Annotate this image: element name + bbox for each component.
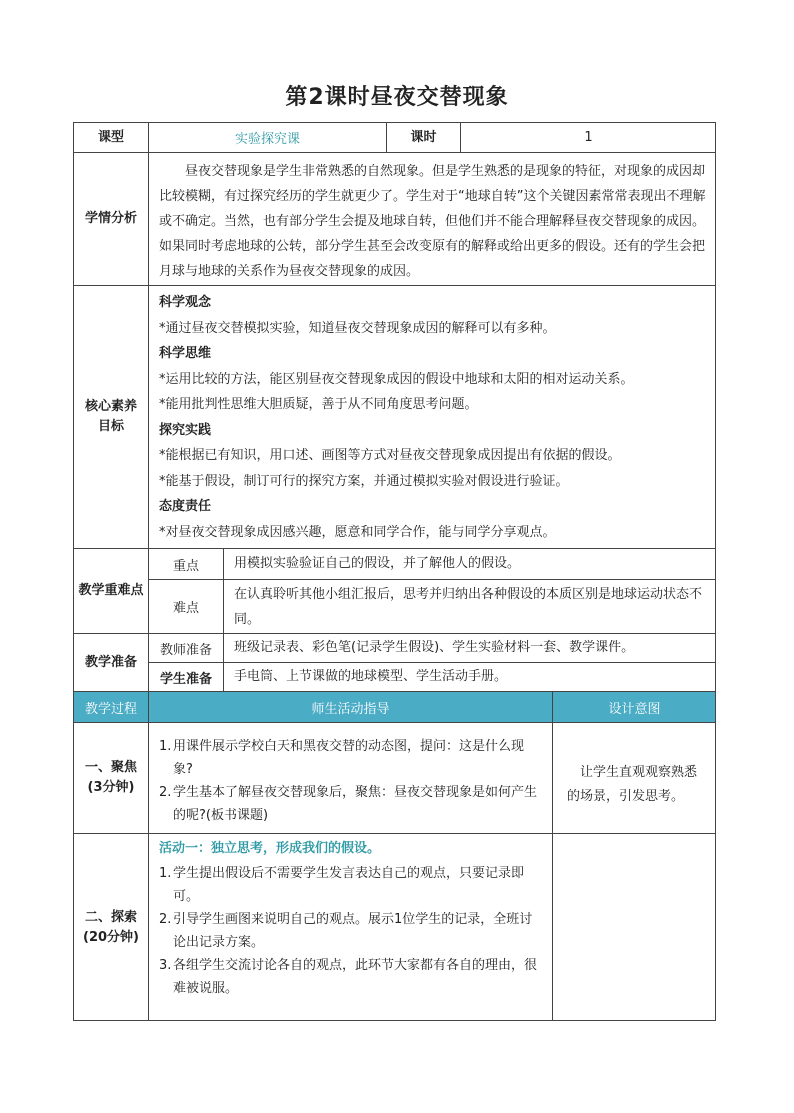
step2-label bbox=[73, 833, 148, 1021]
course-hours-value: 1 bbox=[460, 122, 716, 152]
difficulty-label: 难点 bbox=[148, 579, 223, 633]
goal-item: *能用批判性思维大胆质疑，善于从不同角度思考问题。 bbox=[159, 397, 478, 412]
process-header-activity: 师生活动指导 bbox=[148, 691, 552, 722]
step1-label-name: 一、聚焦 bbox=[84, 760, 137, 775]
focus-text: 用模拟实验验证自己的假设，并了解他人的假设。 bbox=[223, 548, 716, 579]
goal-item: *能基于假设，制订可行的探究方案，并通过模拟实验对假设进行验证。 bbox=[159, 473, 569, 489]
difficulty-text: 在认真聆听其他小组汇报后，思考并归纳出各种假设的本质区别是地球运动状态不同。 bbox=[223, 579, 716, 633]
list-item: 2. 学生基本了解昼夜交替现象后，聚焦：昼夜交替现象是如何产生的呢?(板书课题) bbox=[159, 785, 538, 823]
goal-item: *对昼夜交替现象成因感兴趣，愿意和同学合作，能与同学分享观点。 bbox=[159, 524, 556, 540]
focus-label: 重点 bbox=[148, 548, 223, 579]
goal-heading-thinking: 科学思维 bbox=[159, 346, 212, 361]
list-item: 3. 各组学生交流讨论各自的观点，此环节大家都有各自的理由，很难被说服。 bbox=[159, 958, 538, 996]
step1-label-time: (3分钟) bbox=[87, 780, 135, 795]
lesson-plan-table bbox=[73, 122, 716, 1021]
process-header-intent: 设计意图 bbox=[552, 691, 716, 722]
student-prep-label: 学生准备 bbox=[148, 662, 223, 691]
goal-item: *能根据已有知识，用口述、画图等方式对昼夜交替现象成因提出有依据的假设。 bbox=[159, 448, 621, 463]
page-title: 第2课时昼夜交替现象 bbox=[285, 85, 509, 110]
analysis-text: 昼夜交替现象是学生非常熟悉的自然现象。但是学生熟悉的是现象的特征，对现象的成因却比较模糊，有过探究经历的学生就更少了。学生对于“地球自转”这个关键因素常常表现出不理解或不确定。当然，也有部分学生会提及地球自转，但他们并不能合理解释昼夜交替现象的成因。如果同时考虑地球的公转，部分学生甚至会改变原有的解释或给出更多的假设。还有的学生会把月球与地球的关系作为昼夜交替现象的成因。 bbox=[148, 152, 716, 285]
list-item: 1. 用课件展示学校白天和黑夜交替的动态图，提问：这是什么现象? bbox=[159, 739, 525, 777]
list-item: 1. 学生提出假设后不需要学生发言表达自己的观点，只要记录即可。 bbox=[159, 866, 525, 904]
goal-item: *运用比较的方法，能区别昼夜交替现象成因的假设中地球和太阳的相对运动关系。 bbox=[159, 371, 634, 387]
list-item: 2. 引导学生画图来说明自己的观点。展示1位学生的记录，全班讨论出记录方案。 bbox=[159, 912, 533, 950]
course-type-value: 实验探究课 bbox=[148, 122, 386, 152]
goal-heading-concept: 科学观念 bbox=[159, 295, 212, 310]
teacher-prep-label: 教师准备 bbox=[148, 633, 223, 662]
step2-label-name: 二、探索 bbox=[84, 909, 137, 925]
step2-label-time: (20分钟) bbox=[83, 929, 139, 945]
analysis-label: 学情分析 bbox=[73, 152, 148, 285]
step2-activity-heading: 活动一：独立思考，形成我们的假设。 bbox=[159, 841, 381, 856]
process-header-stage: 教学过程 bbox=[73, 691, 148, 722]
preparation-label: 教学准备 bbox=[73, 633, 148, 691]
step2-intent bbox=[552, 833, 716, 1021]
step1-label bbox=[73, 722, 148, 833]
goals-content bbox=[148, 285, 716, 548]
course-type-label: 课型 bbox=[73, 122, 148, 152]
goals-label-line2: 目标 bbox=[97, 419, 124, 434]
goals-label-line1: 核心素养 bbox=[84, 399, 137, 414]
goal-heading-attitude: 态度责任 bbox=[159, 499, 212, 514]
course-hours-label: 课时 bbox=[386, 122, 460, 152]
step1-intent: 让学生直观观察熟悉的场景，引发思考。 bbox=[552, 722, 716, 833]
step2-activities bbox=[148, 833, 552, 1021]
teacher-prep-text: 班级记录表、彩色笔(记录学生假设)、学生实验材料一套、教学课件。 bbox=[223, 633, 716, 662]
key-points-label: 教学重难点 bbox=[73, 548, 148, 633]
step1-activities bbox=[148, 722, 552, 833]
student-prep-text: 手电筒、上节课做的地球模型、学生活动手册。 bbox=[223, 662, 716, 691]
goals-label bbox=[73, 285, 148, 548]
goal-item: *通过昼夜交替模拟实验，知道昼夜交替现象成因的解释可以有多种。 bbox=[159, 320, 556, 336]
goal-heading-practice: 探究实践 bbox=[159, 422, 212, 438]
